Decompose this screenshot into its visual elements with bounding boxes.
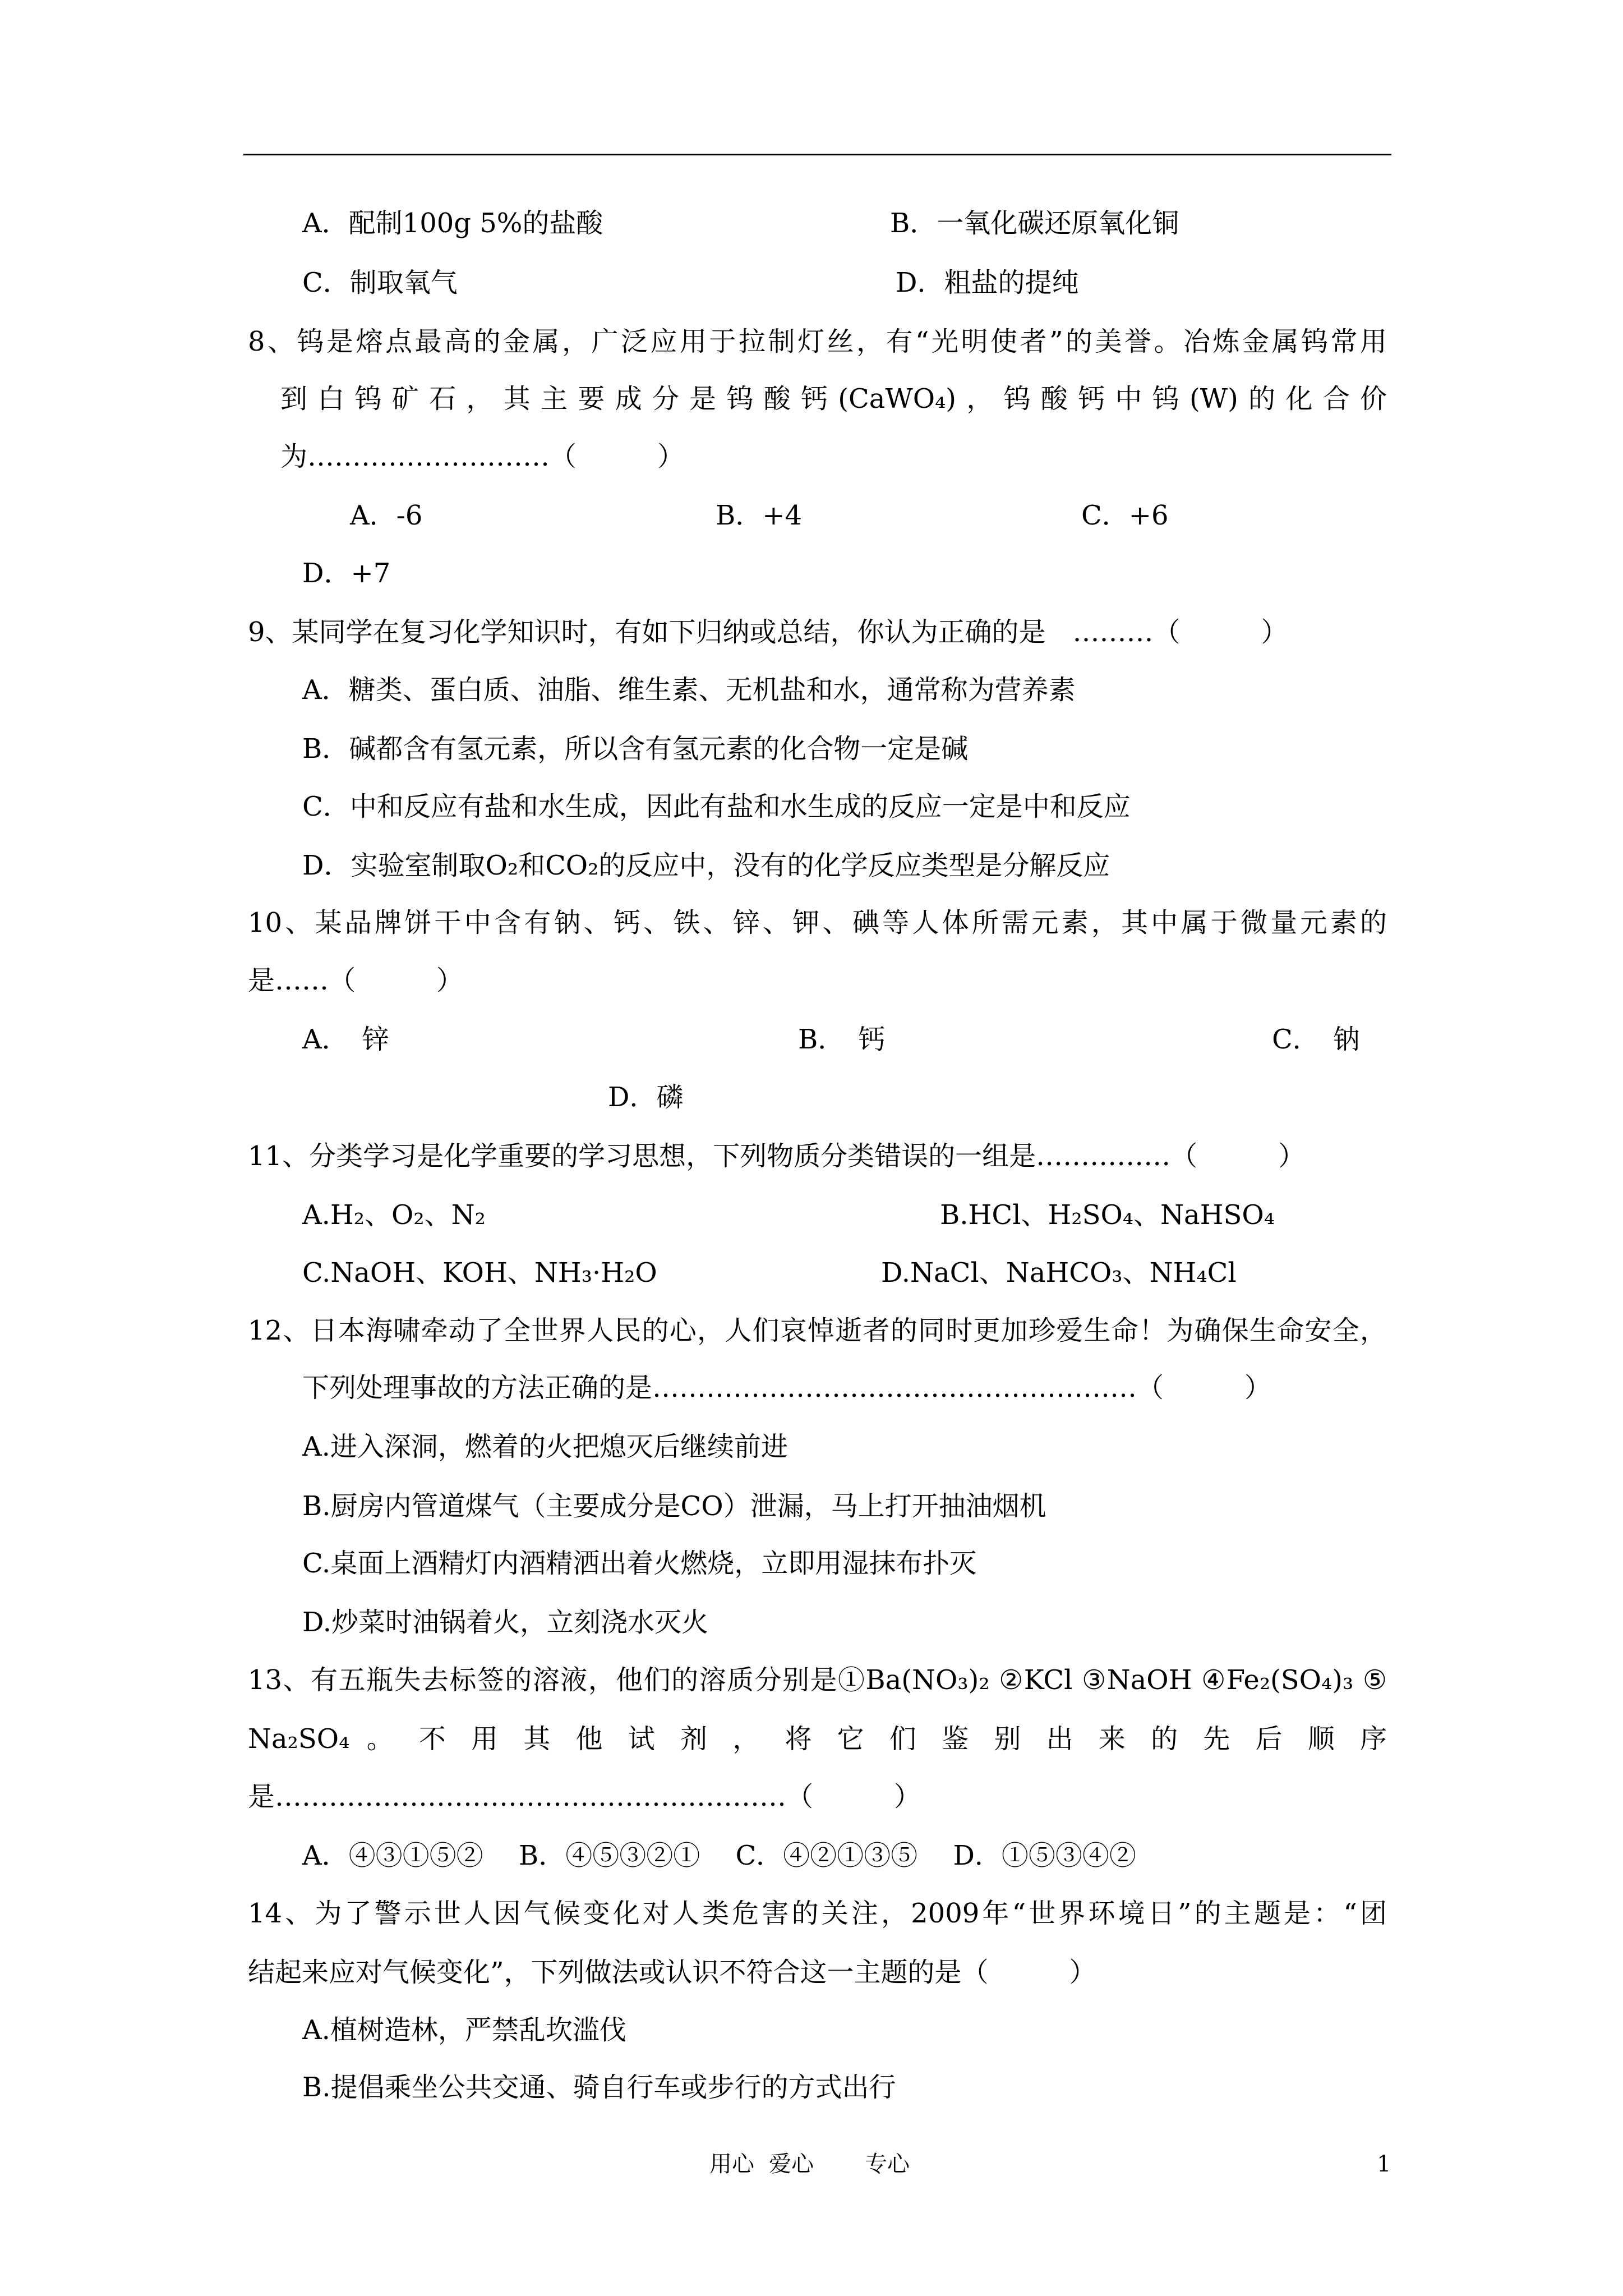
q10-option-c: C． 钠 [1272, 1024, 1360, 1055]
page-number: 1 [1377, 2151, 1391, 2177]
q8-option-b: B．+4 [716, 500, 803, 531]
q14-stem-line2: 结起来应对气候变化”，下列做法或认识不符合这一主题的是（ ） [248, 1957, 1096, 1988]
q11-stem: 11、分类学习是化学重要的学习思想，下列物质分类错误的一组是……………（ ） [248, 1140, 1306, 1172]
q8-stem-line1: 8、钨是熔点最高的金属，广泛应用于拉制灯丝，有“光明使者”的美誉。冶炼金属钨常用 [248, 326, 1387, 357]
header-rule [243, 154, 1391, 155]
q8-option-a: A．-6 [350, 500, 423, 531]
q12-option-c: C.桌面上酒精灯内酒精洒出着火燃烧，立即用湿抹布扑灭 [302, 1548, 977, 1579]
q8-stem-line2: 到白钨矿石，其主要成分是钨酸钙(CaWO₄)，钨酸钙中钨(W)的化合价 [280, 383, 1387, 415]
q9-option-d: D．实验室制取O₂和CO₂的反应中，没有的化学反应类型是分解反应 [302, 850, 1110, 881]
q10-stem-line2: 是……（ ） [248, 965, 464, 996]
q13-options: A．④③①⑤② B．④⑤③②① C．④②①③⑤ D．①⑤③④② [302, 1840, 1136, 1871]
q12-option-b: B.厨房内管道煤气（主要成分是CO）泄漏，马上打开抽油烟机 [302, 1490, 1046, 1522]
q7-option-d: D．粗盐的提纯 [896, 267, 1079, 298]
footer-motto-3: 专心 [865, 2151, 910, 2177]
q12-stem-line1: 12、日本海啸牵动了全世界人民的心，人们哀悼逝者的同时更加珍爱生命！为确保生命安全， [248, 1315, 1387, 1346]
footer-motto-2: 爱心 [769, 2151, 814, 2177]
q11-option-d: D.NaCl、NaHCO₃、NH₄Cl [881, 1257, 1237, 1289]
q13-stem-line2: Na₂SO₄ 。 不 用 其 他 试 剂 ， 将 它 们 鉴 别 出 来 的 先 后 顺 序 [248, 1723, 1387, 1755]
q14-option-b: B.提倡乘坐公共交通、骑自行车或步行的方式出行 [302, 2072, 896, 2103]
q10-option-a: A． 锌 [302, 1024, 389, 1055]
q14-option-a: A.植树造林，严禁乱坎滥伐 [302, 2014, 626, 2046]
q10-option-b: B． 钙 [798, 1024, 886, 1055]
q11-option-a: A.H₂、O₂、N₂ [302, 1199, 486, 1231]
q13-stem-line1: 13、有五瓶失去标签的溶液，他们的溶质分别是①Ba(NO₃)₂ ②KCl ③NaOH ④Fe₂(SO₄)₃ ⑤ [248, 1664, 1387, 1696]
q7-option-c: C．制取氧气 [302, 267, 458, 298]
q12-option-a: A.进入深洞，燃着的火把熄灭后继续前进 [302, 1431, 788, 1462]
q12-option-d: D.炒菜时油锅着火，立刻浇水灭火 [302, 1607, 709, 1638]
q14-stem-line1: 14、为了警示世人因气候变化对人类危害的关注，2009年“世界环境日”的主题是：“团 [248, 1898, 1387, 1929]
q7-option-b: B．一氧化碳还原氧化铜 [890, 208, 1179, 239]
q13-stem-line3: 是…………………………………………………（ ） [248, 1781, 921, 1812]
q10-option-d: D．磷 [608, 1082, 684, 1113]
q8-stem-line3: 为………………………（ ） [280, 441, 685, 472]
q11-option-c: C.NaOH、KOH、NH₃·H₂O [302, 1257, 657, 1289]
q11-option-b: B.HCl、H₂SO₄、NaHSO₄ [940, 1199, 1275, 1231]
q12-stem-line2: 下列处理事故的方法正确的是………………………………………………（ ） [302, 1372, 1272, 1404]
q9-option-b: B．碱都含有氢元素，所以含有氢元素的化合物一定是碱 [302, 733, 969, 765]
q9-stem: 9、某同学在复习化学知识时，有如下归纳或总结，你认为正确的是 ………（ ） [248, 616, 1288, 648]
footer-motto-1: 用心 [709, 2151, 754, 2177]
q10-stem-line1: 10、某品牌饼干中含有钠、钙、铁、锌、钾、碘等人体所需元素，其中属于微量元素的 [248, 907, 1387, 938]
q9-option-c: C．中和反应有盐和水生成，因此有盐和水生成的反应一定是中和反应 [302, 791, 1131, 822]
q8-option-d: D．+7 [302, 558, 391, 589]
q7-option-a: A．配制100g 5%的盐酸 [302, 208, 603, 239]
q8-option-c: C．+6 [1081, 500, 1169, 531]
q9-option-a: A．糖类、蛋白质、油脂、维生素、无机盐和水，通常称为营养素 [302, 674, 1076, 706]
